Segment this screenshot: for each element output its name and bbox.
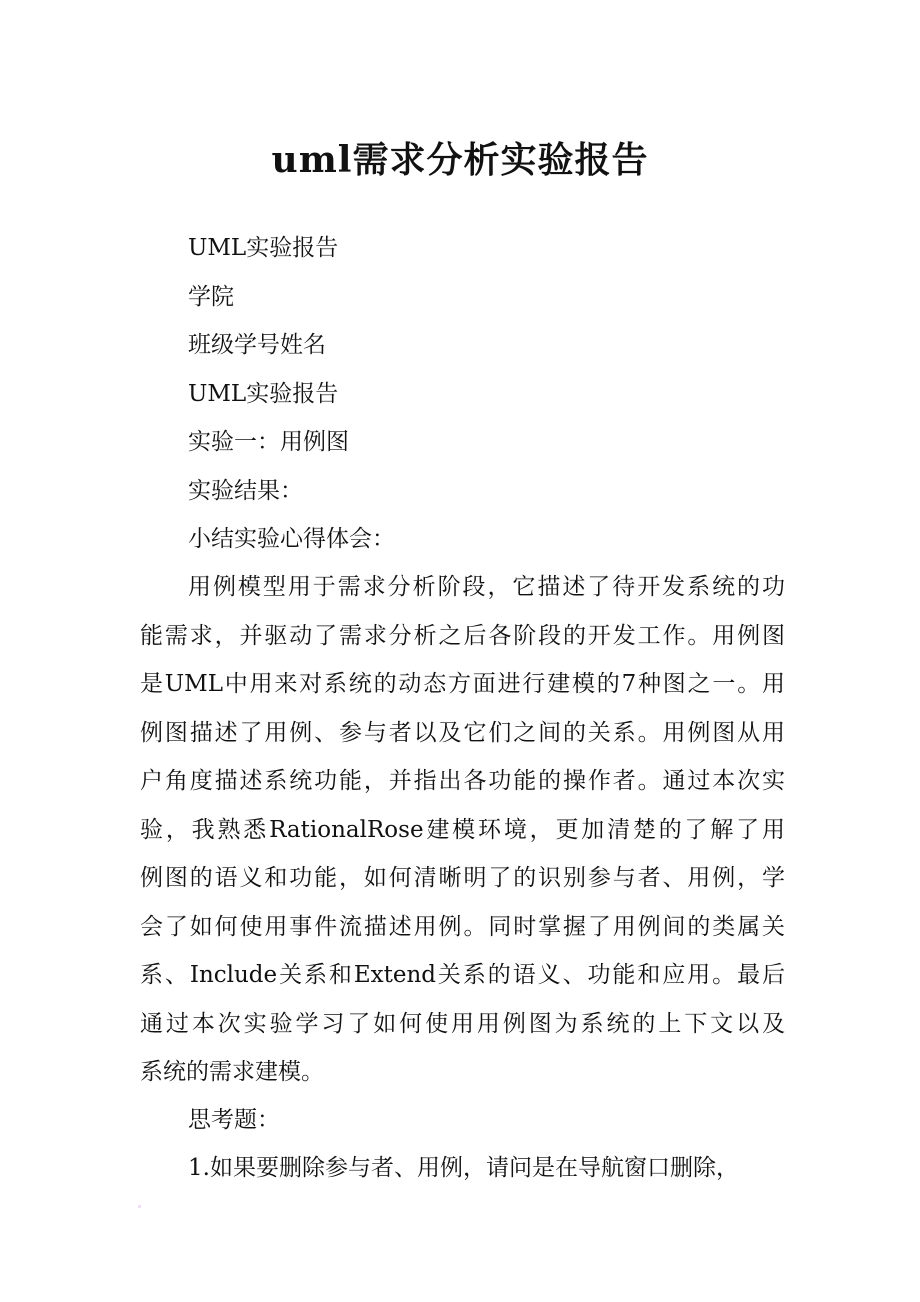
experiment-title-line: 实验一：用例图: [188, 429, 349, 455]
question-item: 1.如果要删除参与者、用例，请问是在导航窗口删除，: [188, 1155, 739, 1181]
summary-paragraph: [140, 563, 785, 1097]
paragraph-line: 例图描述了用例、参与者以及它们之间的关系。用例图从用: [140, 719, 785, 746]
paragraph-line: 能需求，并驱动了需求分析之后各阶段的开发工作。用例图: [140, 622, 785, 649]
college-line: 学院: [188, 283, 234, 310]
paragraph-line: 系、Include关系和Extend关系的语义、功能和应用。最后: [140, 962, 785, 988]
report-type-line-repeat: UML实验报告: [188, 380, 339, 407]
paragraph-line: 验，我熟悉RationalRose建模环境，更加清楚的了解了用: [140, 816, 785, 843]
experiment-result-heading: 实验结果：: [188, 477, 303, 504]
report-header-lines: [188, 224, 395, 564]
report-type-line: UML实验报告: [188, 235, 339, 261]
page-title: uml需求分析实验报告: [271, 139, 649, 182]
paragraph-line: 会了如何使用事件流描述用例。同时掌握了用例间的类属关: [140, 913, 785, 940]
class-id-name-line: 班级学号姓名: [188, 332, 326, 358]
paragraph-line: 系统的需求建模。: [140, 1059, 324, 1085]
paragraph-line: 是UML中用来对系统的动态方面进行建模的7种图之一。用: [140, 671, 785, 697]
questions-heading: 思考题：: [188, 1107, 280, 1133]
paragraph-line: 例图的语义和功能，如何清晰明了的识别参与者、用例，学: [140, 865, 785, 891]
summary-heading: 小结实验心得体会：: [188, 526, 395, 552]
scan-artifact: [138, 1205, 141, 1208]
paragraph-line: 用例模型用于需求分析阶段，它描述了待开发系统的功: [188, 574, 785, 600]
paragraph-line: 通过本次实验学习了如何使用用例图为系统的上下文以及: [140, 1010, 785, 1037]
paragraph-line: 户角度描述系统功能，并指出各功能的操作者。通过本次实: [140, 768, 785, 794]
